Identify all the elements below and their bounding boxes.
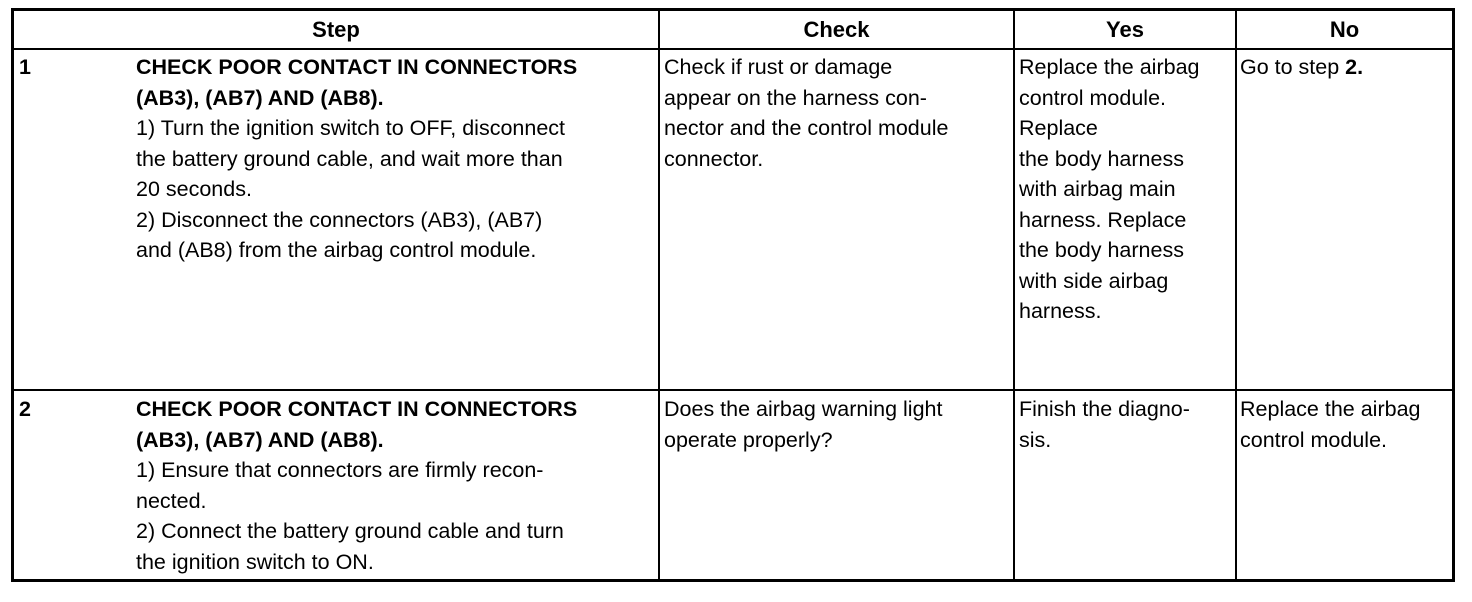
no-line: control module. xyxy=(1240,427,1387,452)
yes-line: the body harness xyxy=(1019,238,1184,262)
step-body-line: 20 seconds. xyxy=(136,177,252,201)
row-divider xyxy=(14,389,1452,391)
header-check: Check xyxy=(803,16,870,42)
no-line: Replace the airbag xyxy=(1240,397,1421,421)
step-title-line: CHECK POOR CONTACT IN CONNECTORS xyxy=(136,397,578,421)
yes-line: control module. xyxy=(1019,85,1166,110)
check-line: nector and the control module xyxy=(664,116,949,140)
step-body-line: 1) Turn the ignition switch to OFF, disconnect xyxy=(136,116,566,140)
yes-line: harness. xyxy=(1019,299,1102,323)
header-step: Step xyxy=(312,16,360,42)
yes-line: harness. Replace xyxy=(1019,207,1187,232)
header-no: No xyxy=(1329,16,1360,42)
check-line: connector. xyxy=(664,146,764,171)
yes-line: sis. xyxy=(1019,427,1052,452)
step-body-line: 2) Connect the battery ground cable and turn xyxy=(136,519,564,543)
step-title-line: (AB3), (AB7) AND (AB8). xyxy=(136,85,384,110)
yes-line: Replace xyxy=(1019,116,1098,140)
step-body-line: 2) Disconnect the connectors (AB3), (AB7) xyxy=(136,207,543,232)
yes-line: with airbag main xyxy=(1019,177,1176,201)
step-number: 1 xyxy=(19,55,31,79)
no-text: Go to step xyxy=(1240,55,1346,79)
column-divider xyxy=(1235,11,1237,579)
check-cell xyxy=(664,52,948,174)
step-body-line: and (AB8) from the airbag control module. xyxy=(136,238,537,262)
yes-line: with side airbag xyxy=(1019,268,1169,293)
check-line: appear on the harness con- xyxy=(664,85,927,110)
step-description xyxy=(136,52,577,266)
check-cell xyxy=(664,394,942,455)
yes-line: Finish the diagno- xyxy=(1019,397,1190,421)
column-divider xyxy=(658,11,660,579)
check-line: operate properly? xyxy=(664,427,833,452)
no-cell xyxy=(1240,52,1363,83)
yes-cell xyxy=(1019,52,1199,327)
step-number: 2 xyxy=(19,397,31,421)
step-body-line: the ignition switch to ON. xyxy=(136,549,374,574)
row-divider xyxy=(14,48,1452,50)
step-body-line: nected. xyxy=(136,488,207,513)
no-cell xyxy=(1240,394,1420,455)
step-body-line: 1) Ensure that connectors are firmly recon- xyxy=(136,458,544,482)
step-body-line: the battery ground cable, and wait more than xyxy=(136,146,563,171)
step-description xyxy=(136,394,577,577)
diagnostic-table xyxy=(11,8,1455,582)
column-divider xyxy=(1013,11,1015,579)
yes-line: the body harness xyxy=(1019,146,1184,171)
header-yes: Yes xyxy=(1106,16,1144,42)
yes-line: Replace the airbag xyxy=(1019,55,1200,79)
yes-cell xyxy=(1019,394,1190,455)
next-step-link: 2. xyxy=(1345,55,1364,79)
step-title-line: (AB3), (AB7) AND (AB8). xyxy=(136,427,384,452)
check-line: Check if rust or damage xyxy=(664,55,893,79)
step-title-line: CHECK POOR CONTACT IN CONNECTORS xyxy=(136,55,578,79)
check-line: Does the airbag warning light xyxy=(664,397,943,421)
